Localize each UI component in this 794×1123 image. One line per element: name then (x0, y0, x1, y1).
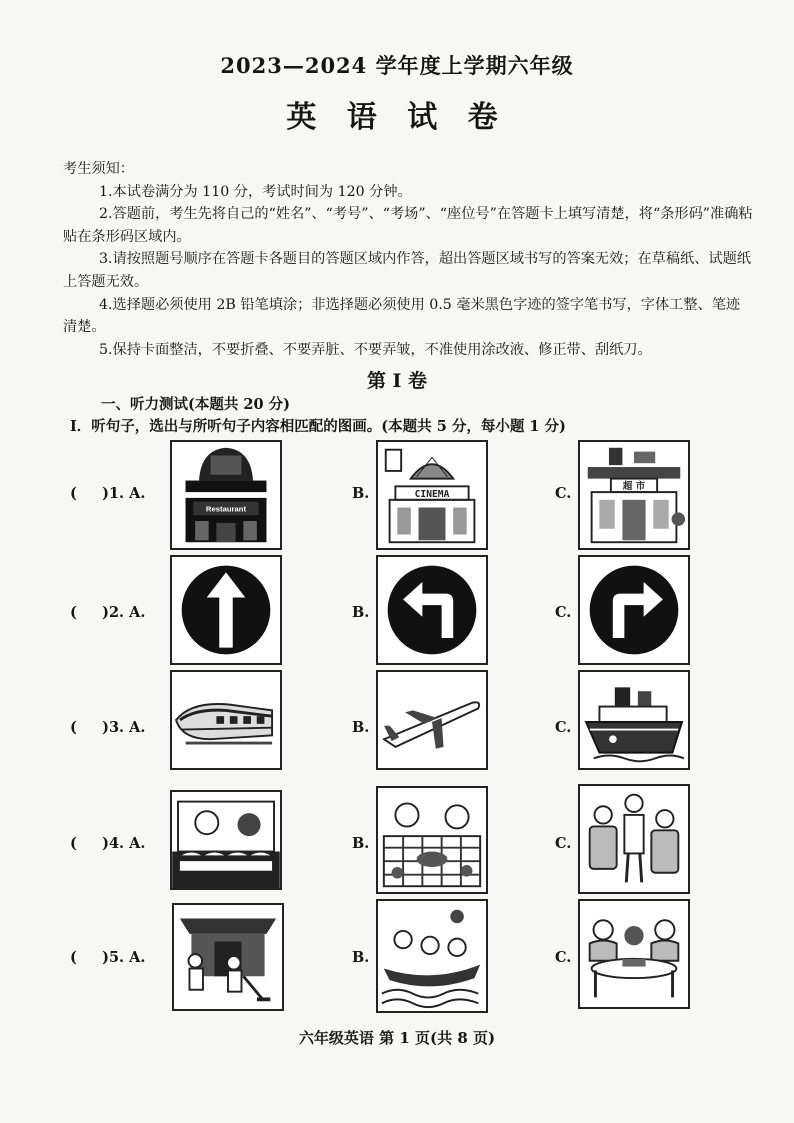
visiting-grandparents-icon (578, 784, 690, 894)
sweeping-floor-icon (172, 903, 284, 1011)
supermarket-icon (578, 440, 690, 550)
question-label: ( )1. A. (70, 485, 146, 502)
family-dinner-icon (376, 786, 488, 894)
train-icon (170, 670, 282, 770)
question-row-2 (0, 553, 794, 665)
restaurant-icon (170, 440, 282, 550)
question-row-1 (0, 438, 794, 550)
turn-right-sign-icon (578, 555, 690, 665)
plane-icon (376, 670, 488, 770)
question-label: ( )2. A. (70, 604, 146, 621)
ship-icon (578, 670, 690, 770)
option-letter: C. (555, 719, 572, 736)
notice-item: 3.请按照题号顺序在答题卡各题目的答题区域内作答，超出答题区域书写的答案无效；在草稿纸、试题纸上答题无效。 (63, 251, 751, 290)
notice-item: 2.答题前，考生先将自己的“姓名”、“考号”、“考场”、“座位号”在答题卡上填写清楚，将“条形码”准确粘贴在条形码区域内。 (63, 206, 753, 245)
option-letter: C. (555, 835, 572, 852)
eating-together-icon (578, 899, 690, 1009)
go-straight-sign-icon (170, 555, 282, 665)
option-letter: C. (555, 604, 572, 621)
part-instruction: I．听句子，选出与所听句子内容相匹配的图画。(本题共 5 分，每小题 1 分) (70, 418, 566, 435)
exam-subject: 英 语 试 卷 (286, 100, 508, 135)
section-heading: 一、听力测试(本题共 20 分) (101, 396, 290, 413)
option-letter: B. (352, 604, 370, 621)
volume-heading: 第 I 卷 (366, 370, 428, 392)
option-letter: B. (352, 485, 370, 502)
watching-film-icon (170, 790, 282, 890)
option-letter: B. (352, 719, 370, 736)
question-label: ( )3. A. (70, 719, 146, 736)
notice-item: 5.保持卡面整洁，不要折叠、不要弄脏、不要弄皱，不准使用涂改液、修正带、刮纸刀。 (99, 341, 652, 358)
notice-block (63, 158, 753, 361)
option-letter: C. (555, 949, 572, 966)
notice-heading: 考生须知： (63, 161, 134, 177)
turn-left-sign-icon (376, 555, 488, 665)
option-letter: C. (555, 485, 572, 502)
question-row-3 (0, 668, 794, 780)
option-letter: B. (352, 949, 370, 966)
dragon-boat-icon (376, 899, 488, 1013)
cinema-sign: CINEMA (414, 488, 450, 500)
question-row-5 (0, 899, 794, 1015)
question-label: ( )4. A. (70, 835, 146, 852)
notice-item: 4.选择题必须使用 2B 铅笔填涂；非选择题必须使用 0.5 毫米黑色字迹的签字笔书写，字体工整、笔迹清楚。 (63, 296, 741, 336)
restaurant-sign: Restaurant (205, 504, 247, 514)
cinema-icon (376, 440, 488, 550)
exam-title: 2023—2024 学年度上学期六年级 (220, 53, 574, 78)
notice-item: 1.本试卷满分为 110 分，考试时间为 120 分钟。 (99, 183, 412, 200)
page-footer: 六年级英语 第 1 页(共 8 页) (298, 1029, 496, 1047)
question-row-4 (0, 784, 794, 896)
supermarket-sign: 超 市 (622, 481, 646, 493)
question-label: ( )5. A. (70, 949, 146, 966)
option-letter: B. (352, 835, 370, 852)
